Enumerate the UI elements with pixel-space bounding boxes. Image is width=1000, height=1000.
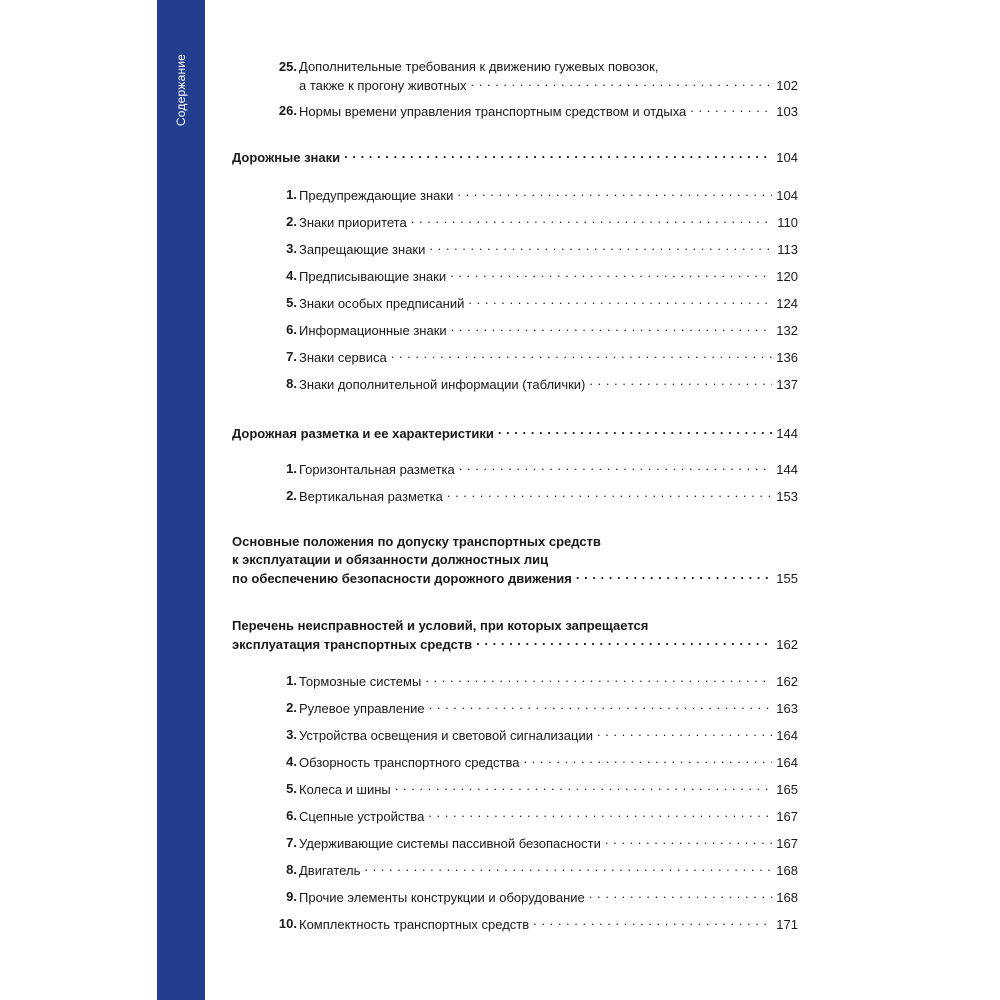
toc-leader-dots (391, 348, 773, 362)
toc-entry[interactable] (273, 294, 798, 313)
toc-entry[interactable] (273, 240, 798, 259)
toc-entry-number: 8. (286, 376, 297, 391)
toc-leader-dots (411, 213, 774, 227)
toc-entry-title-line: к эксплуатации и обязанности должностных лиц (232, 552, 549, 567)
toc-entry-number: 3. (286, 727, 297, 742)
toc-page-number: 102 (776, 78, 798, 93)
toc-entry-number: 3. (286, 241, 297, 256)
toc-entry-number: 2. (286, 488, 297, 503)
toc-page-number: 171 (776, 917, 798, 932)
toc-entry-title: Предупреждающие знаки (299, 188, 454, 203)
toc-entry-title: Удерживающие системы пассивной безопасности (299, 836, 601, 851)
toc-entry[interactable] (273, 672, 798, 691)
toc-entry[interactable] (273, 834, 798, 853)
toc-entry-number: 6. (286, 808, 297, 823)
toc-entry-title-line: Дополнительные требования к движению гужевых повозок, (299, 59, 659, 74)
toc-leader-dots (576, 569, 772, 583)
toc-leader-dots (690, 102, 772, 116)
toc-section[interactable] (232, 424, 798, 443)
toc-entry-number: 1. (286, 187, 297, 202)
toc-page-number: 136 (776, 350, 798, 365)
toc-leader-dots (533, 915, 772, 929)
toc-entry-number: 4. (286, 754, 297, 769)
toc-section[interactable] (232, 617, 798, 654)
toc-entry-row (273, 240, 798, 259)
toc-entry-row (273, 780, 798, 799)
toc-entry-row (273, 348, 798, 367)
toc-entry[interactable] (273, 460, 798, 479)
toc-page-number: 144 (776, 462, 798, 477)
toc-page-number: 104 (776, 150, 798, 165)
toc-entry[interactable] (273, 321, 798, 340)
toc-entry-row (273, 267, 798, 286)
toc-entry-row (232, 569, 798, 588)
toc-entry[interactable] (273, 807, 798, 826)
toc-entry-row (232, 635, 798, 654)
toc-leader-dots (429, 240, 773, 254)
toc-entry-title: Двигатель (299, 863, 361, 878)
toc-entry-number: 26. (278, 103, 297, 118)
toc-leader-dots (605, 834, 772, 848)
toc-page-number: 104 (776, 188, 798, 203)
toc-entry-number: 10. (278, 916, 297, 931)
toc-page-number: 110 (777, 215, 798, 230)
toc-page-number: 113 (777, 242, 798, 257)
toc-entry-title: Знаки особых предписаний (299, 296, 465, 311)
toc-leader-dots (589, 888, 773, 902)
toc-entry-row (273, 699, 798, 718)
toc-entry-row (273, 76, 798, 95)
toc-entry-title-line: Перечень неисправностей и условий, при которых запрещается (232, 618, 649, 633)
toc-page-number: 165 (776, 782, 798, 797)
toc-entry-title: Нормы времени управления транспортным средством и отдыха (299, 104, 687, 119)
toc-entry-title: Обзорность транспортного средства (299, 755, 520, 770)
toc-entry-title: Комплектность транспортных средств (299, 917, 530, 932)
toc-entry-number: 5. (286, 781, 297, 796)
toc-page-number: 168 (776, 863, 798, 878)
toc-entry[interactable] (273, 699, 798, 718)
toc-leader-dots (476, 635, 772, 649)
toc-page-number: 153 (776, 489, 798, 504)
toc-page-number: 164 (776, 755, 798, 770)
toc-leader-dots (344, 148, 772, 162)
toc-entry-title: Дорожная разметка и ее характеристики (232, 426, 494, 441)
toc-leader-dots (523, 753, 772, 767)
toc-entry[interactable] (273, 102, 798, 121)
toc-entry-row (273, 753, 798, 772)
toc-entry-title: Вертикальная разметка (299, 489, 443, 504)
toc-entry-row (273, 888, 798, 907)
toc-entry[interactable] (273, 487, 798, 506)
toc-leader-dots (429, 699, 773, 713)
toc-entry-row (232, 148, 798, 167)
toc-leader-dots (364, 861, 772, 875)
toc-entry[interactable] (273, 58, 798, 95)
toc-entry-row (232, 424, 798, 443)
toc-page-number: 124 (776, 296, 798, 311)
toc-entry[interactable] (273, 267, 798, 286)
toc-entry-number: 7. (286, 349, 297, 364)
toc-page-number: 132 (776, 323, 798, 338)
toc-entry-row (273, 672, 798, 691)
toc-leader-dots (395, 780, 773, 794)
toc-entry-row (273, 375, 798, 394)
toc-leader-dots (450, 267, 772, 281)
toc-leader-dots (468, 294, 772, 308)
toc-entry-title: а также к прогону животных (299, 78, 467, 93)
toc-entry-title: Рулевое управление (299, 701, 425, 716)
toc-entry[interactable] (273, 888, 798, 907)
toc-entry-number: 2. (286, 700, 297, 715)
toc-entry[interactable] (273, 186, 798, 205)
toc-entry-number: 1. (286, 673, 297, 688)
toc-entry-title-line: Основные положения по допуску транспортных средств (232, 534, 601, 549)
toc-entry-number: 7. (286, 835, 297, 850)
toc-leader-dots (459, 460, 773, 474)
toc-leader-dots (457, 186, 772, 200)
toc-entry-row (273, 487, 798, 506)
toc-entry-row (273, 834, 798, 853)
toc-entry-title: Знаки сервиса (299, 350, 387, 365)
toc-entry[interactable] (273, 753, 798, 772)
toc-leader-dots (597, 726, 772, 740)
toc-page-number: 144 (776, 426, 798, 441)
sidebar-label: Содержание (174, 53, 188, 127)
toc-section[interactable] (232, 533, 798, 588)
toc-entry-row (273, 186, 798, 205)
toc-entry-number: 2. (286, 214, 297, 229)
toc-entry-row (273, 807, 798, 826)
toc-leader-dots (471, 76, 773, 90)
toc-leader-dots (447, 487, 772, 501)
toc-entry-title: Горизонтальная разметка (299, 462, 455, 477)
toc-entry-title: Предписывающие знаки (299, 269, 447, 284)
toc-entry-title: Прочие элементы конструкции и оборудование (299, 890, 585, 905)
toc-leader-dots (451, 321, 773, 335)
toc-entry-row (273, 102, 798, 121)
toc-entry-title: Знаки дополнительной информации (таблички) (299, 377, 586, 392)
toc-entry[interactable] (273, 726, 798, 745)
toc-entry-row (273, 460, 798, 479)
toc-entry[interactable] (273, 348, 798, 367)
toc-leader-dots (425, 672, 772, 686)
toc-entry-number: 9. (286, 889, 297, 904)
toc-entry-row (273, 726, 798, 745)
toc-entry-title: по обеспечению безопасности дорожного движения (232, 571, 572, 586)
toc-entry-number: 1. (286, 461, 297, 476)
toc-page-number: 163 (776, 701, 798, 716)
toc-section[interactable] (232, 148, 798, 167)
toc-entry-number: 25. (278, 59, 297, 74)
toc-page-number: 168 (776, 890, 798, 905)
toc-page-number: 162 (776, 637, 798, 652)
toc-entry[interactable] (273, 861, 798, 880)
toc-entry[interactable] (273, 780, 798, 799)
toc-page-number: 120 (776, 269, 798, 284)
toc-entry-number: 6. (286, 322, 297, 337)
toc-page-number: 155 (776, 571, 798, 586)
toc-page-number: 162 (776, 674, 798, 689)
toc-entry-row (273, 915, 798, 934)
toc-entry-title: Знаки приоритета (299, 215, 407, 230)
toc-page-number: 167 (776, 809, 798, 824)
toc-entry-number: 4. (286, 268, 297, 283)
toc-entry-title: Информационные знаки (299, 323, 447, 338)
toc-leader-dots (428, 807, 772, 821)
toc-entry-row (273, 861, 798, 880)
toc-page-number: 103 (776, 104, 798, 119)
toc-entry-title: Тормозные системы (299, 674, 422, 689)
toc-entry-title: эксплуатация транспортных средств (232, 637, 473, 652)
toc-leader-dots (589, 375, 772, 389)
toc-entry-title: Дорожные знаки (232, 150, 341, 165)
toc-entry-row (273, 321, 798, 340)
toc-entry-number: 5. (286, 295, 297, 310)
toc-entry-number: 8. (286, 862, 297, 877)
toc-entry-title: Устройства освещения и световой сигнализации (299, 728, 593, 743)
toc-entry-title: Сцепные устройства (299, 809, 425, 824)
toc-entry[interactable] (273, 915, 798, 934)
toc-entry[interactable] (273, 375, 798, 394)
toc-page-number: 137 (776, 377, 798, 392)
toc-entry[interactable] (273, 213, 798, 232)
toc-entry-title: Колеса и шины (299, 782, 391, 797)
toc-entry-title: Запрещающие знаки (299, 242, 426, 257)
toc-entry-row (273, 213, 798, 232)
toc-entry-row (273, 294, 798, 313)
toc-page-number: 167 (776, 836, 798, 851)
toc-leader-dots (498, 424, 772, 438)
toc-page-number: 164 (776, 728, 798, 743)
